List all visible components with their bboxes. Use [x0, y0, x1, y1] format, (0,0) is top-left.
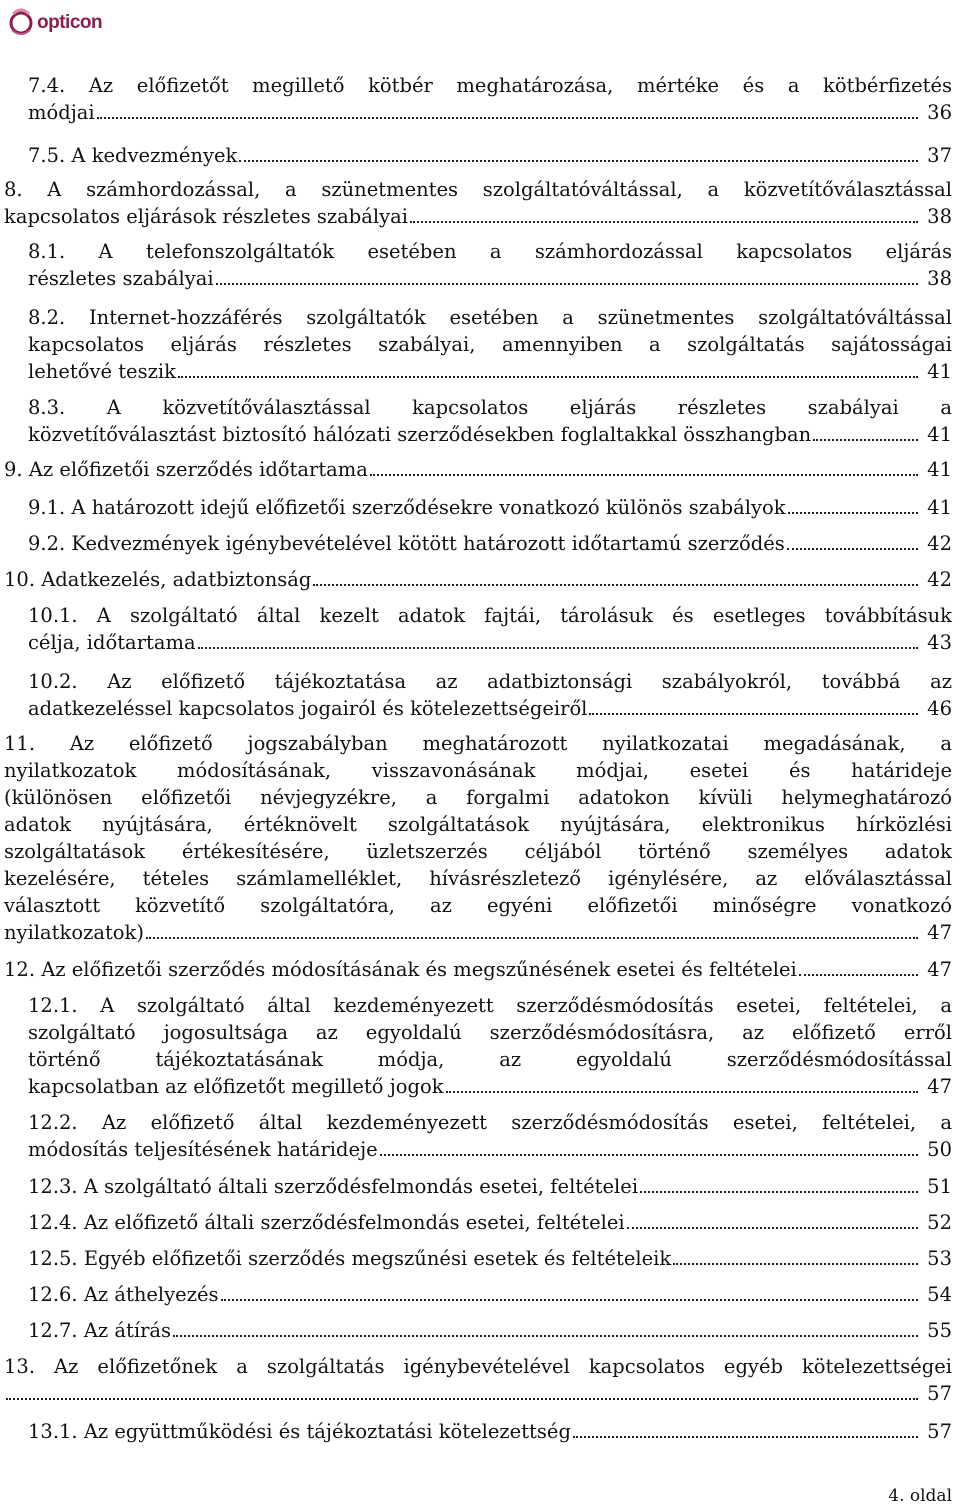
dot-leader [178, 376, 918, 378]
toc-entry-line: kezelésére, tételes számlamelléklet, hívásrészletező igénylésére, az előválasztással [4, 867, 952, 890]
toc-entry[interactable] [4, 176, 952, 230]
toc-entry-title: közvetítőválasztást biztosító hálózati szerződésekben foglaltakkal összhangban [28, 423, 812, 446]
toc-entry-line: 11. Az előfizető jogszabályban meghatározott nyilatkozatai megadásának, a [4, 732, 952, 755]
toc-entry-line: választott közvetítő szolgáltatóra, az egyéni előfizetői minőségre vonatkozó [4, 894, 952, 917]
toc-entry-line: (különösen előfizetői névjegyzékre, a forgalmi adatokon kívüli helymeghatározó [4, 786, 952, 809]
toc-entry[interactable] [28, 1317, 952, 1344]
toc-entry[interactable] [4, 566, 952, 593]
toc-page-number: 42 [927, 532, 952, 555]
toc-entry[interactable] [28, 238, 952, 292]
toc-entry-title: módosítás teljesítésének határideje [28, 1138, 378, 1161]
dot-leader [370, 474, 918, 476]
dot-leader [589, 713, 918, 715]
toc-entry-title: 9. Az előfizetői szerződés időtartama [4, 458, 368, 481]
toc-entry-last-line [28, 695, 952, 722]
toc-entry[interactable] [28, 1245, 952, 1272]
toc-entry-line: 10.2. Az előfizető tájékoztatása az adatbiztonsági szabályokról, továbbá az [28, 670, 952, 693]
toc-entry-title: 12.4. Az előfizető általi szerződésfelmondás esetei, feltételei [28, 1211, 625, 1234]
toc-entry-last-line [28, 1136, 952, 1163]
dot-leader [216, 283, 918, 285]
toc-entry[interactable] [28, 1281, 952, 1308]
toc-entry-line: 7.4. Az előfizetőt megillető kötbér meghatározása, mértéke és a kötbérfizetés [28, 74, 952, 97]
dot-leader [198, 647, 918, 649]
toc-page-number: 38 [927, 205, 952, 228]
toc-entry-line: 12.2. Az előfizető által kezdeményezett szerződésmódosítás esetei, feltételei, a [28, 1111, 952, 1134]
toc-entry-title: 9.2. Kedvezmények igénybevételével kötött határozott időtartamú szerződés [28, 532, 785, 555]
toc-entry-title: 12. Az előfizetői szerződés módosításának és megszűnésének esetei és feltételei [4, 958, 797, 981]
toc-entry-last-line [28, 421, 952, 448]
toc-entry[interactable] [28, 1173, 952, 1200]
toc-entry-line: 8.2. Internet-hozzáférés szolgáltatók esetében a szünetmentes szolgáltatóváltással [28, 306, 952, 329]
dot-leader [313, 584, 918, 586]
toc-entry-last-line [28, 142, 952, 169]
toc-entry-line: 8. A számhordozással, a szünetmentes szolgáltatóváltással, a közvetítőválasztással [4, 178, 952, 201]
toc-entry-line: 10.1. A szolgáltató által kezelt adatok fajtái, tárolásuk és esetleges továbbításuk [28, 604, 952, 627]
toc-entry-last-line [28, 1173, 952, 1200]
dot-leader [6, 1398, 918, 1400]
toc-page-number: 51 [927, 1175, 952, 1198]
dot-leader [813, 439, 918, 441]
dot-leader [640, 1191, 918, 1193]
toc-entry-title: 7.5. A kedvezmények [28, 144, 238, 167]
toc-page-number: 53 [927, 1247, 952, 1270]
toc-entry-line: nyilatkozatok módosításának, visszavonásának módjai, esetei és határideje [4, 759, 952, 782]
toc-entry-title: 12.6. Az áthelyezés [28, 1283, 219, 1306]
toc-entry[interactable] [4, 456, 952, 483]
dot-leader [673, 1263, 918, 1265]
toc-entry-last-line [4, 956, 952, 983]
toc-entry-line: kapcsolatos eljárás részletes szabályai, amennyiben a szolgáltatás sajátosságai [28, 333, 952, 356]
toc-page-number: 50 [927, 1138, 952, 1161]
dot-leader [787, 548, 918, 550]
toc-entry-line: szolgáltatások értékesítésére, üzletszerzés céljából történő személyes adatok [4, 840, 952, 863]
toc-page-number: 36 [927, 101, 952, 124]
toc-entry-line: szolgáltató jogosultsága az egyoldalú szerződésmódosításra, az előfizető erről [28, 1021, 952, 1044]
page-number: 4. oldal [888, 1486, 952, 1506]
toc-entry-line: 12.1. A szolgáltató által kezdeményezett szerződésmódosítás esetei, feltételei, a [28, 994, 952, 1017]
toc-entry[interactable] [4, 956, 952, 983]
toc-page-number: 54 [927, 1283, 952, 1306]
toc-entry-line: 8.3. A közvetítőválasztással kapcsolatos eljárás részletes szabályai a [28, 396, 952, 419]
toc-entry-last-line [28, 530, 952, 557]
toc-page-number: 47 [927, 921, 952, 944]
dot-leader [410, 221, 918, 223]
toc-entry[interactable] [28, 1209, 952, 1236]
toc-entry-last-line [28, 358, 952, 385]
dot-leader [627, 1227, 918, 1229]
toc-page-number: 47 [927, 1075, 952, 1098]
toc-entry-line: történő tájékoztatásának módja, az egyoldalú szerződésmódosítással [28, 1048, 952, 1071]
toc-entry-last-line [4, 456, 952, 483]
toc-page-number: 41 [927, 496, 952, 519]
toc-entry[interactable] [28, 1109, 952, 1163]
toc-entry[interactable] [28, 304, 952, 385]
toc-entry-last-line [28, 99, 952, 126]
toc-entry-last-line [28, 1209, 952, 1236]
toc-page-number: 37 [927, 144, 952, 167]
toc-entry[interactable] [28, 72, 952, 126]
toc-entry[interactable] [28, 394, 952, 448]
dot-leader [173, 1335, 918, 1337]
dot-leader [573, 1436, 918, 1438]
toc-entry-last-line [28, 1317, 952, 1344]
toc-entry-title: kapcsolatban az előfizetőt megillető jogok [28, 1075, 444, 1098]
toc-entry-last-line [4, 1380, 952, 1407]
toc-entry[interactable] [28, 494, 952, 521]
toc-page-number: 52 [927, 1211, 952, 1234]
toc-entry-last-line [4, 566, 952, 593]
dot-leader [446, 1091, 918, 1093]
toc-entry-title: adatkezeléssel kapcsolatos jogairól és kötelezettségeiről [28, 697, 588, 720]
toc-page-number: 46 [927, 697, 952, 720]
toc-entry[interactable] [28, 1418, 952, 1445]
toc-page-number: 47 [927, 958, 952, 981]
toc-entry-line: 13. Az előfizetőnek a szolgáltatás igénybevételével kapcsolatos egyéb kötelezettségei [4, 1355, 952, 1378]
toc-entry[interactable] [28, 142, 952, 169]
toc-page-number: 38 [927, 267, 952, 290]
logo-mark-icon [8, 8, 34, 38]
toc-entry-last-line [28, 1073, 952, 1100]
toc-page-number: 41 [927, 360, 952, 383]
toc-page-number: 42 [927, 568, 952, 591]
dot-leader [788, 512, 918, 514]
toc-entry-title: célja, időtartama [28, 631, 196, 654]
toc-entry-title: 12.3. A szolgáltató általi szerződésfelmondás esetei, feltételei [28, 1175, 639, 1198]
logo-text: opticon [37, 12, 103, 33]
toc-entry-title: részletes szabályai [28, 267, 214, 290]
toc-entry-line: 8.1. A telefonszolgáltatók esetében a számhordozással kapcsolatos eljárás [28, 240, 952, 263]
toc-entry-title: 9.1. A határozott idejű előfizetői szerződésekre vonatkozó különös szabályok [28, 496, 786, 519]
toc-entry-last-line [28, 629, 952, 656]
toc-entry[interactable] [28, 602, 952, 656]
dot-leader [799, 974, 918, 976]
toc-page-number: 41 [927, 458, 952, 481]
toc-entry-last-line [4, 919, 952, 946]
toc-entry-last-line [4, 203, 952, 230]
toc-entry[interactable] [4, 730, 952, 946]
toc-entry-title: kapcsolatos eljárások részletes szabályai [4, 205, 409, 228]
opticon-logo [8, 8, 102, 38]
toc-entry-last-line [28, 494, 952, 521]
toc-entry-line: adatok nyújtására, értéknövelt szolgáltatások nyújtására, elektronikus hírközlési [4, 813, 952, 836]
toc-entry-title: 10. Adatkezelés, adatbiztonság [4, 568, 312, 591]
toc-page-number: 43 [927, 631, 952, 654]
toc-entry-last-line [28, 1281, 952, 1308]
toc-entry-title: módjai [28, 101, 95, 124]
toc-entry[interactable] [28, 992, 952, 1100]
toc-entry-title: lehetővé teszik [28, 360, 176, 383]
dot-leader [239, 160, 918, 162]
toc-entry[interactable] [4, 1353, 952, 1407]
toc-entry-last-line [28, 1418, 952, 1445]
dot-leader [380, 1154, 918, 1156]
dot-leader [221, 1299, 918, 1301]
toc-entry-last-line [28, 265, 952, 292]
toc-entry[interactable] [28, 530, 952, 557]
toc-entry-title: nyilatkozatok) [4, 921, 144, 944]
toc-entry-title: 13.1. Az együttműködési és tájékoztatási kötelezettség [28, 1420, 571, 1443]
toc-entry-last-line [28, 1245, 952, 1272]
toc-page-number: 41 [927, 423, 952, 446]
dot-leader [146, 937, 918, 939]
toc-page-number: 57 [927, 1420, 952, 1443]
toc-entry-title: 12.5. Egyéb előfizetői szerződés megszűnési esetek és feltételeik [28, 1247, 672, 1270]
toc-page-number: 57 [927, 1382, 952, 1405]
toc-page-number: 55 [927, 1319, 952, 1342]
toc-entry-title: 12.7. Az átírás [28, 1319, 172, 1342]
toc-entry[interactable] [28, 668, 952, 722]
dot-leader [97, 117, 918, 119]
